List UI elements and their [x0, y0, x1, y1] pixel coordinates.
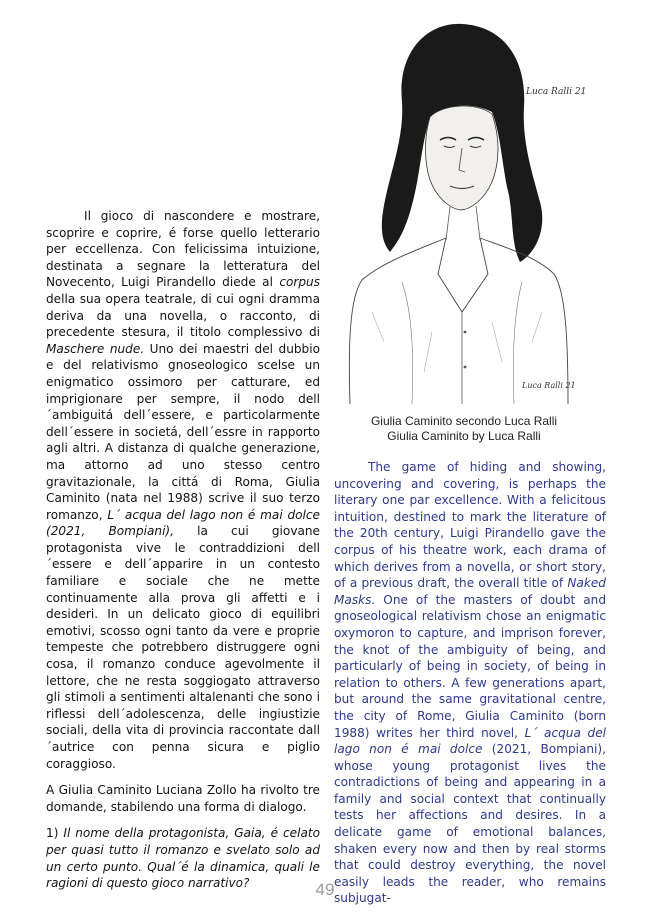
italian-run: la cui giovane protagonista vive le contraddizioni dell´essere e dell´apparire in un contesto familiare e sociale che ne mette continuamente alla prova gli affetti e i desideri. In un delicato gioco di equilibri emotivi, scosso ogni tanto da vere e proprie tempeste che potrebbero distruggere ogni cosa, il romanzo conduce agevolmente il lettore, che ne resta soggiogato attraverso gli stimoli a sentimenti altalenanti che sono i riflessi dell´adolescenza, delle ingiustizie sociali, della vita di provincia raccontate dall´autrice con penna sicura e piglio coraggioso.: [46, 524, 320, 771]
english-run: The game of hiding and showing, uncovering and covering, is perhaps the literary one par excellence. With a felicitous intuition, destined to mark the literature of the 20th century, Luigi Pirandello gave the corpus of his theatre work, each drama of which derives from a novella, or short story, of a previous draft, the overall title of: [334, 460, 606, 591]
english-run: (2021, Bompiani), whose young protagonist lives the contradictions of being and appearing in a family and social context that continually tests her affections and desires. In a delicate game of emotional balances, shaken every now and then by real storms that could destroy everything, the novel easily leads the reader, who remains subjugat-: [334, 742, 606, 906]
italian-run: della sua opera teatrale, di cui ogni dramma deriva da una novella, o racconto, di precedente stesura, il titolo complessivo di: [46, 291, 320, 340]
caption-italian: Giulia Caminito secondo Luca Ralli: [370, 414, 558, 428]
shirt-drawing: [349, 238, 568, 404]
italian-run: Uno dei maestri del dubbio e del relativismo gnoseologico scelse un enigmatico ossimoro per catturare, ed imprigionare per sempre, il nodo dell´ambiguitá dell´essere, e particolarmente dell´essere in societá, dell´essre in rapporto agli altri. A distanza di qualche generazione, ma attorno ad uno stesso centro gravitazionale, la cittá di Roma, Giulia Caminito (nata nel 1988) scrive il suo terzo romanzo,: [46, 341, 320, 522]
italian-run: Maschere nude.: [46, 341, 145, 356]
english-run: Naked Masks.: [334, 576, 606, 607]
italian-column: [46, 208, 320, 902]
italian-paragraph-2: A Giulia Caminito Luciana Zollo ha rivolto tre domande, stabilendo una forma di dialogo.: [46, 783, 320, 814]
illustration-caption: [334, 414, 594, 444]
face-drawing: [426, 106, 499, 210]
page-number: 49: [315, 880, 335, 899]
italian-run: Il gioco di nascondere e mostrare, scoprire e coprire, é forse quello letterario per eccellenza. Con felicissima intuizione, destinata a segnare la letteratura del Novecento, Luigi Pirandello diede al: [46, 209, 320, 290]
signature-top: Luca Ralli 21: [526, 87, 587, 97]
italian-run: L´ acqua del lago non é mai dolce (2021, Bompiani),: [46, 507, 320, 539]
question-text: Il nome della protagonista, Gaia, é celato per quasi tutto il romanzo e svelato solo ad un certo punto. Qual´é la dinamica, quali le ragioni di questo gioco narrativo?: [46, 826, 320, 891]
english-run: L´ acqua del lago non é mai dolce: [334, 725, 607, 757]
italian-paragraph-1: [46, 208, 320, 772]
caption-english: Giulia Caminito by Luca Ralli: [387, 429, 541, 443]
english-paragraph-1: [334, 459, 606, 907]
english-column: [334, 459, 606, 907]
english-run: One of the masters of doubt and gnoseological relativism chose an enigmatic oxymoron to capture, and imprison forever, the knot of the ambiguity of being, and particularly of being in society, of being in relation to others. A few generations apart, but around the same gravitational centre, the city of Rome, Giulia Caminito (born 1988) writes her third novel,: [334, 592, 606, 740]
portrait-illustration: [342, 12, 587, 404]
question-number: 1): [46, 826, 64, 841]
signature-bottom: Luca Ralli 21: [522, 381, 576, 390]
italian-run: corpus: [279, 275, 320, 290]
